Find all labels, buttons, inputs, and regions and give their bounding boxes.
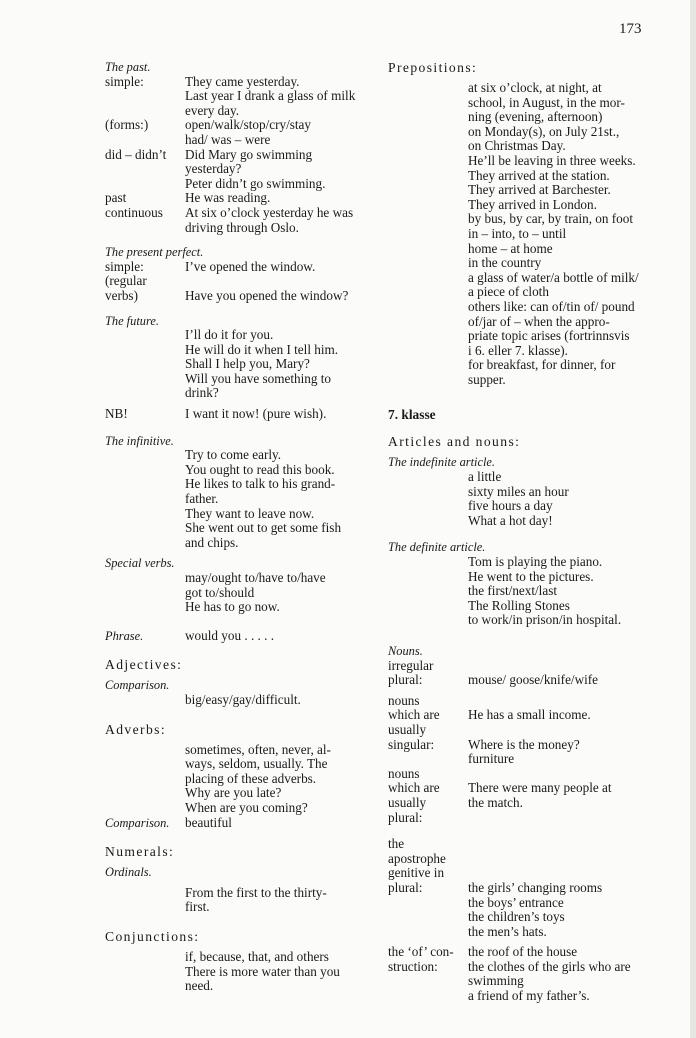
row-label: simple: xyxy=(105,73,144,89)
future-heading: The future. xyxy=(105,313,159,328)
past-heading: The past. xyxy=(105,60,151,74)
text-line: He’ll be leaving in three weeks. xyxy=(468,152,636,168)
row-value xyxy=(185,274,370,289)
apostrophe-label xyxy=(388,837,468,939)
nb-row xyxy=(105,407,370,422)
special-verbs-heading: Special verbs. xyxy=(105,556,175,571)
of-construction-row xyxy=(388,945,646,1003)
adjectives-heading: Adjectives: xyxy=(105,657,183,673)
text-line: She went out to get some fish xyxy=(185,520,342,536)
text-line: plural: xyxy=(388,672,423,688)
future-lines xyxy=(185,328,370,401)
text-line: Try to come early. xyxy=(185,447,282,463)
text-line: may/ought to/have to/have xyxy=(185,570,326,585)
row-value xyxy=(185,260,370,275)
nb-text: I want it now! (pure wish). xyxy=(185,406,327,422)
row-value xyxy=(185,75,370,119)
text-line: and chips. xyxy=(185,534,239,550)
text-line: a little xyxy=(468,469,502,485)
present-perfect-heading: The present perfect. xyxy=(105,245,204,260)
text-line xyxy=(185,274,370,289)
text-line: I’ve opened the window. xyxy=(185,258,316,274)
text-line: From the first to the thirty- xyxy=(185,884,327,900)
text-line: yesterday? xyxy=(185,161,242,177)
text-line: sometimes, often, never, al- xyxy=(185,741,331,757)
text-line: struction: xyxy=(388,958,438,974)
right-column xyxy=(388,60,646,1004)
ordinals-lines xyxy=(185,886,370,915)
text-line: others like: can of/tin of/ pound xyxy=(468,298,635,314)
articles-heading: Articles and nouns: xyxy=(388,434,521,450)
text-line: home – at home xyxy=(468,240,553,256)
plural-row xyxy=(388,767,646,825)
text-line: driving through Oslo. xyxy=(185,219,299,235)
text-line: every day. xyxy=(185,102,240,118)
infinitive-lines xyxy=(185,448,370,550)
text-line: on Christmas Day. xyxy=(468,138,566,154)
row-label: continuous xyxy=(105,204,163,220)
row-label: did – didn’t xyxy=(105,146,167,162)
definite-lines xyxy=(468,555,646,628)
text-line: at six o’clock, at night, at xyxy=(468,80,602,95)
text-line: to work/in prison/in hospital. xyxy=(468,612,622,628)
grammar-row xyxy=(105,274,370,289)
text-line: He was reading. xyxy=(185,190,271,206)
text-line: the xyxy=(388,836,405,852)
phrase-text: would you . . . . . xyxy=(185,627,275,643)
text-line: When are you coming? xyxy=(185,799,308,815)
irregular-row xyxy=(388,659,646,688)
numerals-heading: Numerals: xyxy=(105,844,175,860)
text-line: usually xyxy=(388,794,427,810)
text-line: sixty miles an hour xyxy=(468,483,569,499)
of-construction-label xyxy=(388,945,468,1003)
irregular-label xyxy=(388,659,468,688)
text-line: They arrived at Barchester. xyxy=(468,182,611,198)
grammar-row xyxy=(105,118,370,147)
irregular-text: mouse/ goose/knife/wife xyxy=(468,672,599,688)
row-label: (regular xyxy=(105,273,147,289)
text-line: supper. xyxy=(468,371,506,387)
text-line: He likes to talk to his grand- xyxy=(185,476,336,492)
text-line: He will do it when I tell him. xyxy=(185,341,339,357)
text-line: by bus, by car, by train, on foot xyxy=(468,211,634,227)
text-line: placing of these adverbs. xyxy=(185,770,317,786)
adverbs-comparison-text: beautiful xyxy=(185,814,232,830)
text-line: in the country xyxy=(468,255,542,271)
text-line: Shall I help you, Mary? xyxy=(185,356,310,372)
text-line: if, because, that, and others xyxy=(185,948,329,964)
text-line: of/jar of – when the appro- xyxy=(468,313,610,329)
text-line: which are xyxy=(388,707,440,723)
singular-label xyxy=(388,694,468,767)
conjunctions-block xyxy=(105,950,370,994)
grammar-row xyxy=(105,206,370,235)
text-line: for breakfast, for dinner, for xyxy=(468,357,616,373)
text-line: Will you have something to xyxy=(185,370,331,386)
text-line: What a hot day! xyxy=(468,512,553,528)
prepositions-block xyxy=(388,81,646,387)
text-line: nouns xyxy=(388,692,420,708)
text-line: apostrophe xyxy=(388,850,446,866)
text-line: They arrived in London. xyxy=(468,196,597,212)
prepositions-heading: Prepositions: xyxy=(388,60,478,75)
text-line: the clothes of the girls who are xyxy=(468,958,631,974)
text-line: ning (evening, afternoon) xyxy=(468,109,603,125)
phrase-label: Phrase. xyxy=(105,628,144,643)
text-line: swimming xyxy=(468,973,524,989)
text-line: school, in August, in the mor- xyxy=(468,94,625,110)
row-label: verbs) xyxy=(105,287,138,303)
page-number: 173 xyxy=(619,21,642,37)
row-label: (forms:) xyxy=(105,117,149,133)
grammar-row xyxy=(105,289,370,304)
left-column xyxy=(105,60,370,994)
row-value xyxy=(185,191,370,206)
text-line: Tom is playing the piano. xyxy=(468,554,603,570)
text-line: The Rolling Stones xyxy=(468,597,570,613)
special-verbs-block xyxy=(105,571,370,615)
adverbs-comparison-row xyxy=(105,816,370,831)
text-line: in – into, to – until xyxy=(468,225,567,241)
ordinals-heading: Ordinals. xyxy=(105,865,152,880)
row-value xyxy=(185,148,370,192)
text-line: the roof of the house xyxy=(468,944,578,960)
nouns-heading: Nouns. xyxy=(388,644,423,658)
prepositions-lines xyxy=(468,81,646,387)
special-verbs-lines xyxy=(185,571,370,615)
text-line: irregular xyxy=(388,657,434,673)
text-line: plural: xyxy=(388,809,423,825)
text-line: They want to leave now. xyxy=(185,505,315,521)
text-line: Have you opened the window? xyxy=(185,287,349,303)
text-line: Did Mary go swimming xyxy=(185,146,313,162)
text-line: i 6. eller 7. klasse). xyxy=(468,342,568,358)
row-value xyxy=(185,118,370,147)
text-line: on Monday(s), on July 21st., xyxy=(468,123,620,139)
infinitive-heading: The infinitive. xyxy=(105,433,174,448)
text-line: You ought to read this book. xyxy=(185,461,335,477)
plural-text: There were many people at the match. xyxy=(468,780,612,810)
text-line: genitive in xyxy=(388,865,445,881)
grammar-row xyxy=(105,191,370,206)
text-line: the ‘of’ con- xyxy=(388,944,454,960)
text-line: They arrived at the station. xyxy=(468,167,610,183)
of-construction-lines xyxy=(468,945,646,1003)
nb-label: NB! xyxy=(105,406,128,422)
text-line: which are xyxy=(388,780,440,796)
row-label: simple: xyxy=(105,258,144,274)
adverbs-heading: Adverbs: xyxy=(105,721,167,737)
text-line: the first/next/last xyxy=(468,583,557,599)
comparison-label: Comparison. xyxy=(105,678,170,693)
indefinite-lines xyxy=(468,470,646,528)
grade-heading: 7. klasse xyxy=(388,407,436,423)
text-line: They came yesterday. xyxy=(185,73,300,89)
text-line: priate topic arises (fortrinnsvis xyxy=(468,328,630,344)
text-line: Peter didn’t go swimming. xyxy=(185,175,326,191)
future-block xyxy=(105,328,370,401)
row-value xyxy=(185,206,370,235)
adverbs-comparison-label: Comparison. xyxy=(105,815,170,830)
text-line: first. xyxy=(185,899,210,915)
grammar-row xyxy=(105,75,370,119)
definite-heading: The definite article. xyxy=(388,540,486,555)
plural-label xyxy=(388,767,468,825)
text-line: He went to the pictures. xyxy=(468,568,594,584)
phrase-row xyxy=(105,629,370,644)
adverbs-block xyxy=(105,743,370,816)
present-perfect-rows xyxy=(105,260,370,304)
singular-text: He has a small income. Where is the money? furniture xyxy=(468,707,591,767)
text-line: had/ was – were xyxy=(185,131,271,147)
comparison-row xyxy=(105,693,370,708)
text-line: Last year I drank a glass of milk xyxy=(185,88,356,104)
text-line: five hours a day xyxy=(468,498,553,514)
text-line: He has to go now. xyxy=(185,599,280,615)
text-line: got to/should xyxy=(185,584,255,600)
text-line: a piece of cloth xyxy=(468,284,549,300)
grammar-row xyxy=(105,260,370,275)
definite-block xyxy=(388,555,646,628)
row-label: past xyxy=(105,190,127,206)
indefinite-block xyxy=(388,470,646,528)
text-line: There is more water than you xyxy=(185,963,340,979)
singular-row xyxy=(388,694,646,767)
grammar-row xyxy=(105,148,370,192)
text-line: I’ll do it for you. xyxy=(185,327,274,343)
conjunctions-heading: Conjunctions: xyxy=(105,928,200,944)
comparison-text: big/easy/gay/difficult. xyxy=(185,691,301,707)
text-line: need. xyxy=(185,978,214,994)
indefinite-heading: The indefinite article. xyxy=(388,455,496,470)
text-line: a friend of my father’s. xyxy=(468,988,590,1004)
infinitive-block xyxy=(105,448,370,550)
text-line: usually xyxy=(388,721,427,737)
adverbs-lines xyxy=(185,743,370,816)
text-line: nouns xyxy=(388,765,420,781)
text-line: father. xyxy=(185,491,219,507)
ordinals-block xyxy=(105,886,370,915)
page-edge xyxy=(690,0,696,1038)
text-line: open/walk/stop/cry/stay xyxy=(185,117,311,133)
past-rows xyxy=(105,75,370,236)
text-line: At six o’clock yesterday he was xyxy=(185,204,354,220)
conjunctions-lines xyxy=(185,950,370,994)
text-line: plural: xyxy=(388,879,423,895)
text-line: singular: xyxy=(388,736,435,752)
apostrophe-text: the girls’ changing rooms the boys’ entrance the children’s toys the men’s hats. xyxy=(468,879,603,939)
text-line: ways, seldom, usually. The xyxy=(185,756,328,772)
text-line: Why are you late? xyxy=(185,785,282,801)
text-line: drink? xyxy=(185,385,219,401)
apostrophe-row xyxy=(388,837,646,939)
row-value xyxy=(185,289,370,304)
text-line: a glass of water/a bottle of milk/ xyxy=(468,269,639,285)
